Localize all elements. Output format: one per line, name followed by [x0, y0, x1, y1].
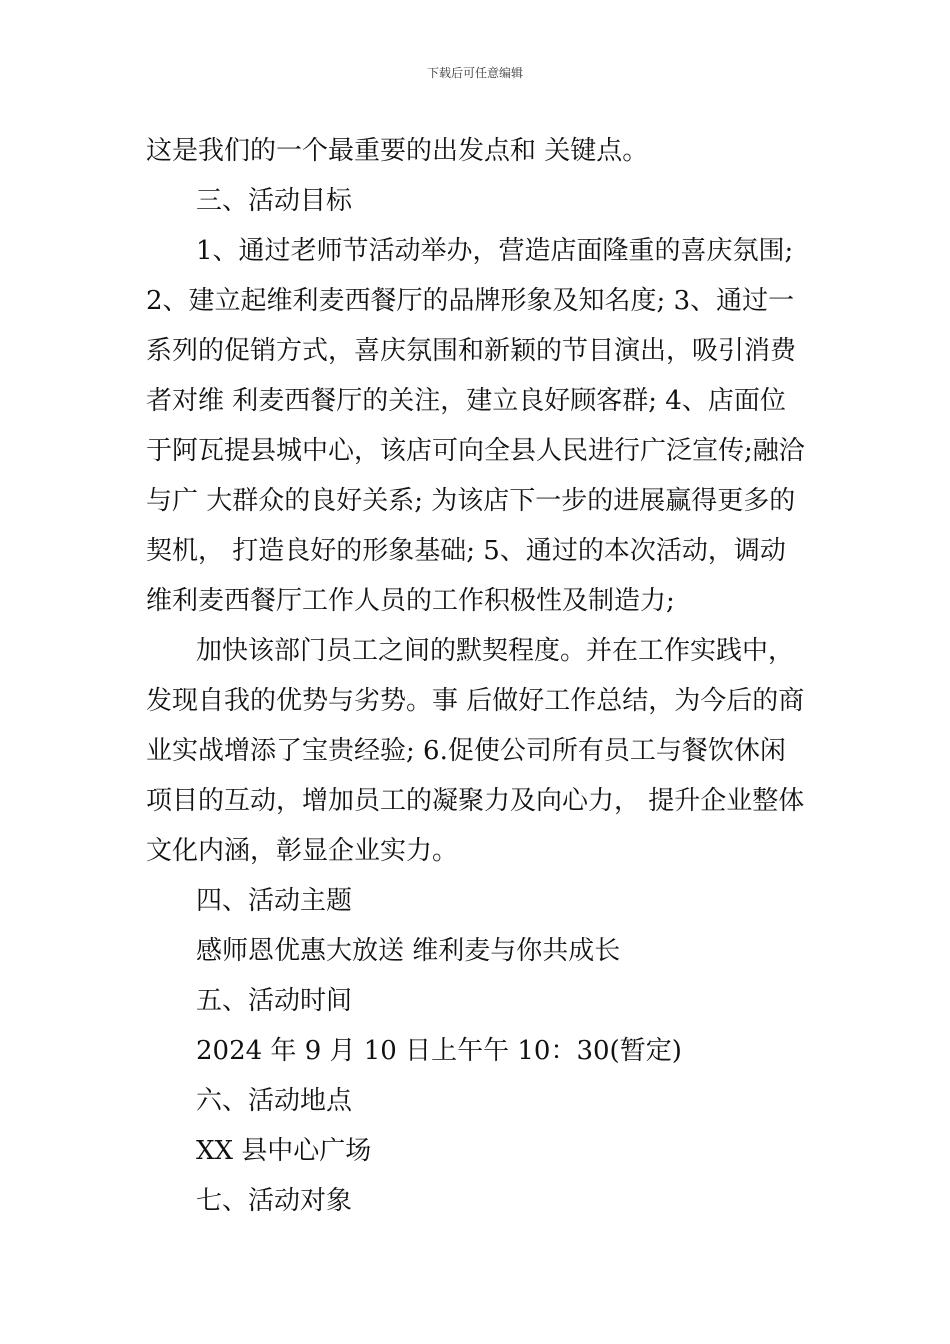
text-line: 七、活动对象 — [196, 1186, 353, 1216]
text-line: 系列的促销方式，喜庆氛围和新颖的节目演出，吸引消费 — [146, 336, 797, 366]
text-line: 2024 年 9 月 10 日上午午 10：30(暂定) — [196, 1036, 682, 1066]
text-line: 契机， 打造良好的形象基础; 5、通过的本次活动，调动 — [146, 536, 786, 566]
text-line: 项目的互动，增加员工的凝聚力及向心力， 提升企业整体 — [146, 786, 805, 816]
text-line: 这是我们的一个最重要的出发点和 关键点。 — [146, 136, 649, 166]
text-line: 六、活动地点 — [196, 1086, 353, 1116]
text-line: 加快该部门员工之间的默契程度。并在工作实践中， — [196, 636, 795, 666]
text-line: XX 县中心广场 — [196, 1136, 372, 1166]
text-line: 五、活动时间 — [196, 986, 353, 1016]
text-line: 三、活动目标 — [196, 186, 353, 216]
text-line: 发现自我的优势与劣势。事 后做好工作总结，为今后的商 — [146, 686, 805, 716]
text-line: 业实战增添了宝贵经验; 6.促使公司所有员工与餐饮休闲 — [146, 736, 786, 766]
text-line: 感师恩优惠大放送 维利麦与你共成长 — [196, 936, 621, 966]
text-line: 于阿瓦提县城中心，该店可向全县人民进行广泛宣传;融洽 — [146, 436, 805, 466]
text-line: 与广 大群众的良好关系; 为该店下一步的进展赢得更多的 — [146, 486, 796, 516]
document-body — [146, 126, 810, 1226]
text-line: 文化内涵，彰显企业实力。 — [146, 836, 459, 866]
text-line: 维利麦西餐厅工作人员的工作积极性及制造力; — [146, 586, 675, 616]
text-line: 者对维 利麦西餐厅的关注，建立良好顾客群; 4、店面位 — [146, 386, 786, 416]
text-line: 四、活动主题 — [196, 886, 353, 916]
text-line: 2、建立起维利麦西餐厅的品牌形象及知名度; 3、通过一 — [146, 286, 795, 316]
text-line: 1、通过老师节活动举办，营造店面隆重的喜庆氛围; — [196, 236, 794, 266]
page-header: 下载后可任意编辑 — [426, 66, 523, 80]
